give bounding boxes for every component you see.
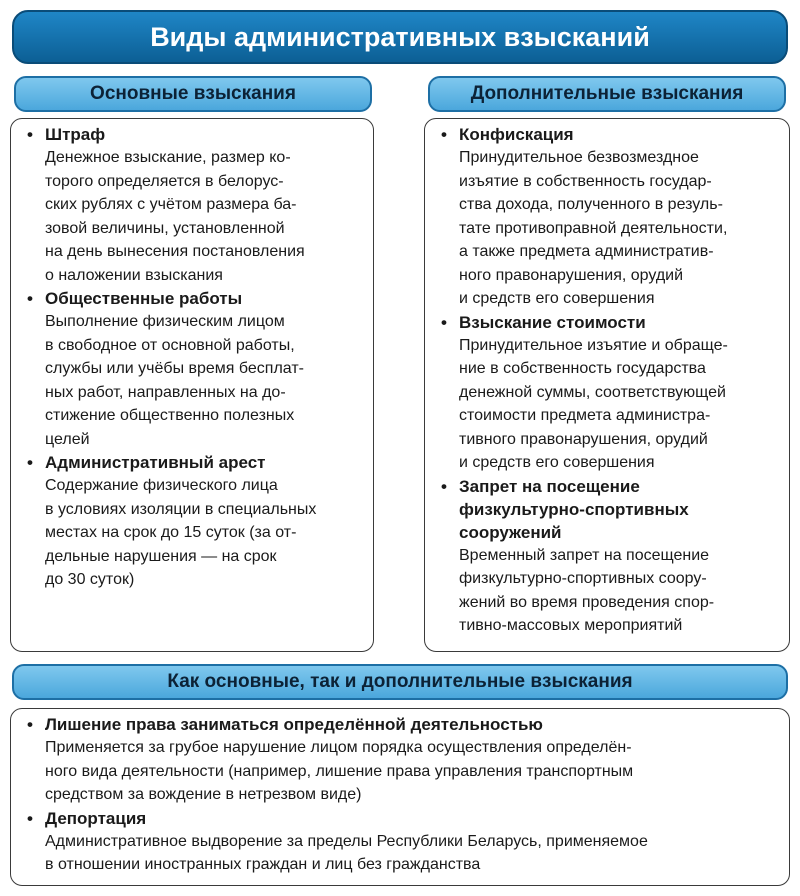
description-line: тате противоправной деятельности, — [459, 219, 728, 237]
bullet-icon: • — [27, 289, 33, 308]
description-line: физкультурно-спортивных соору- — [459, 570, 707, 587]
bullet-icon: • — [441, 476, 447, 496]
penalty-item-activity-ban — [23, 713, 779, 807]
penalty-item-value-recovery — [437, 311, 781, 475]
description-line: стижение общественно полезных — [45, 407, 295, 424]
main-title-banner — [12, 10, 788, 64]
main-penalties-heading: Основные взыскания — [90, 83, 296, 104]
additional-penalties-box — [424, 118, 790, 652]
description-line: в свободное от основной работы, — [45, 336, 295, 354]
description-line: Административное выдворение за пределы Республики Беларусь, применяемое — [45, 832, 648, 850]
description-line: ного вида деятельности (например, лишение права управления транспортным — [45, 762, 634, 780]
main-penalties-heading-banner — [14, 76, 372, 112]
description-line: Принудительное изъятие и обраще- — [459, 336, 728, 354]
penalty-item-community-service — [23, 287, 365, 451]
description-line: ние в собственность государства — [459, 360, 706, 377]
bullet-icon: • — [441, 125, 447, 144]
description-line: тивно-массовых мероприятий — [459, 617, 683, 634]
description-line: жений во время проведения спор- — [459, 593, 715, 611]
description-line: зовой величины, установленной — [45, 219, 285, 237]
penalty-description — [437, 146, 781, 311]
bullet-icon: • — [441, 312, 447, 332]
description-line: Принудительное безвозмездное — [459, 149, 699, 166]
bullet-icon: • — [27, 808, 33, 828]
penalty-description — [437, 334, 781, 475]
description-line: и средств его совершения — [459, 454, 655, 471]
description-line: о наложении взыскания — [45, 266, 223, 284]
description-line: и средств его совершения — [459, 290, 655, 307]
description-line: на день вынесения постановления — [45, 243, 305, 260]
penalty-description — [23, 146, 365, 287]
penalty-description — [437, 544, 781, 638]
additional-penalties-heading-banner — [428, 76, 786, 112]
description-line: местах на срок до 15 суток (за от- — [45, 524, 297, 541]
description-line: Содержание физического лица — [45, 477, 278, 494]
penalty-item-fine — [23, 123, 365, 287]
description-line: ных работ, направленных на до- — [45, 383, 286, 401]
main-penalties-box — [10, 118, 374, 652]
description-line: Применяется за грубое нарушение лицом порядка осуществления определён- — [45, 739, 632, 756]
description-line: в условиях изоляции в специальных — [45, 500, 317, 518]
description-line: Временный запрет на посещение — [459, 546, 710, 564]
penalty-name: Штраф — [45, 125, 106, 144]
penalty-item-deportation — [23, 807, 779, 877]
penalty-name-line: физкультурно-спортивных — [459, 499, 689, 519]
description-line: Денежное взыскание, размер ко- — [45, 149, 291, 166]
penalty-name: Общественные работы — [45, 289, 243, 308]
description-line: стоимости предмета администра- — [459, 407, 711, 424]
both-penalties-box — [10, 708, 790, 886]
bullet-icon: • — [27, 715, 33, 734]
penalty-name: Взыскание стоимости — [459, 312, 646, 332]
description-line: до 30 суток) — [45, 571, 135, 588]
penalty-name-line: сооружений — [459, 522, 562, 542]
penalty-item-sports-ban — [437, 475, 781, 638]
bullet-icon: • — [27, 125, 33, 144]
penalty-name-line: Запрет на посещение — [459, 476, 640, 496]
both-penalties-heading-banner — [12, 664, 788, 700]
description-line: тивного правонарушения, орудий — [459, 430, 708, 448]
bullet-icon: • — [27, 453, 33, 472]
main-title: Виды административных взысканий — [150, 22, 650, 52]
description-line: дельные нарушения — на срок — [45, 547, 277, 565]
description-line: в отношении иностранных граждан и лиц без гражданства — [45, 856, 481, 873]
description-line: ских рублях с учётом размера ба- — [45, 196, 297, 213]
description-line: средством за вождение в нетрезвом виде) — [45, 786, 362, 803]
description-line: ного правонарушения, орудий — [459, 266, 684, 284]
description-line: ства дохода, полученного в резуль- — [459, 196, 723, 213]
both-penalties-heading: Как основные, так и дополнительные взыскания — [167, 671, 633, 692]
penalty-name: Лишение права заниматься определённой деятельностью — [45, 715, 543, 734]
penalty-description — [23, 310, 365, 451]
description-line: денежной суммы, соответствующей — [459, 383, 726, 401]
penalty-item-confiscation — [437, 123, 781, 311]
penalty-name: Конфискация — [459, 125, 574, 144]
description-line: а также предмета административ- — [459, 243, 714, 260]
description-line: изъятие в собственность государ- — [459, 172, 712, 190]
penalty-description — [23, 736, 779, 807]
penalty-description — [23, 474, 365, 592]
description-line: Выполнение физическим лицом — [45, 313, 285, 330]
penalty-item-arrest — [23, 451, 365, 592]
penalty-description — [23, 830, 779, 877]
additional-penalties-heading: Дополнительные взыскания — [470, 83, 744, 104]
description-line: торого определяется в белорус- — [45, 172, 284, 190]
description-line: целей — [45, 430, 90, 448]
penalty-name: Депортация — [45, 808, 147, 828]
penalty-name: Административный арест — [45, 453, 266, 472]
description-line: службы или учёбы время бесплат- — [45, 360, 304, 377]
